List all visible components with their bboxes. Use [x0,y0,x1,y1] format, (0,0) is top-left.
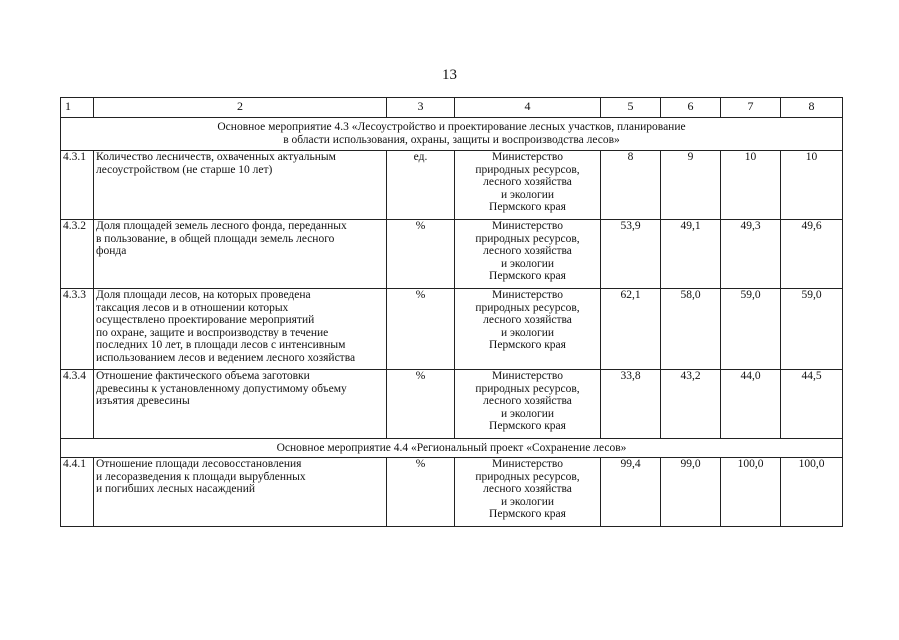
responsible-text: Министерство природных ресурсов, лесного хозяйства и экологии Пермского края [475,370,580,432]
indicator-name-text: Доля площадей земель лесного фонда, переданных в пользование, в общей площади земель лесного фонда [96,220,347,257]
section-heading-4-4: Основное мероприятие 4.4 «Региональный проект «Сохранение лесов» [61,439,843,458]
indicator-name-text: Отношение фактического объема заготовки древесины к установленному допустимому объему изъятия древесины [96,370,347,407]
responsible-cell [455,370,601,439]
responsible-text: Министерство природных ресурсов, лесного хозяйства и экологии Пермского края [475,220,580,282]
table-row [61,370,843,439]
value-col-6: 99,0 [661,458,721,527]
value-col-6: 58,0 [661,289,721,370]
value-col-8: 49,6 [781,220,843,289]
value-col-6: 43,2 [661,370,721,439]
indicator-name-text: Отношение площади лесовосстановления и лесоразведения к площади вырубленных и погибших лесных насаждений [96,458,306,495]
indicator-name-text: Количество лесничеств, охваченных актуальным лесоустройством (не старше 10 лет) [96,151,336,176]
column-header-4: 4 [455,98,601,118]
column-header-1: 1 [61,98,94,118]
value-col-8: 59,0 [781,289,843,370]
row-number: 4.4.1 [61,458,94,527]
value-col-7: 44,0 [721,370,781,439]
section-heading-4-3-text: Основное мероприятие 4.3 «Лесоустройство и проектирование лесных участков, планирование в области использования, охраны, защиты и воспроизводства лесов» [217,121,686,146]
value-col-7: 59,0 [721,289,781,370]
column-header-6: 6 [661,98,721,118]
table-row [61,289,843,370]
table-row [61,151,843,220]
row-number: 4.3.1 [61,151,94,220]
page-number: 13 [442,67,457,83]
table-row [61,220,843,289]
unit-cell: % [387,220,455,289]
column-number-row [61,98,843,118]
indicators-table [60,97,843,527]
value-col-5: 62,1 [601,289,661,370]
value-col-7: 100,0 [721,458,781,527]
value-col-7: 49,3 [721,220,781,289]
responsible-cell [455,151,601,220]
responsible-cell [455,220,601,289]
section-heading-row [61,439,843,458]
responsible-text: Министерство природных ресурсов, лесного хозяйства и экологии Пермского края [475,151,580,213]
indicator-name [94,151,387,220]
responsible-text: Министерство природных ресурсов, лесного хозяйства и экологии Пермского края [475,289,580,351]
value-col-8: 44,5 [781,370,843,439]
indicator-name-text: Доля площади лесов, на которых проведена таксация лесов и в отношении которых осуществлено проектирование мероприятий по охране, защите и воспроизводству в течение последних 10 лет, в площади лесов с интенсивным использованием лесов и ведением лесного хозяйства [96,289,356,364]
responsible-cell [455,289,601,370]
unit-cell: % [387,370,455,439]
section-heading-4-3 [61,118,843,151]
responsible-text: Министерство природных ресурсов, лесного хозяйства и экологии Пермского края [475,458,580,520]
indicator-name [94,289,387,370]
value-col-6: 49,1 [661,220,721,289]
indicator-name [94,220,387,289]
column-header-7: 7 [721,98,781,118]
table-row [61,458,843,527]
value-col-6: 9 [661,151,721,220]
column-header-3: 3 [387,98,455,118]
value-col-5: 99,4 [601,458,661,527]
column-header-5: 5 [601,98,661,118]
value-col-5: 8 [601,151,661,220]
unit-cell: % [387,289,455,370]
section-heading-row [61,118,843,151]
responsible-cell [455,458,601,527]
row-number: 4.3.4 [61,370,94,439]
indicator-name [94,370,387,439]
unit-cell: ед. [387,151,455,220]
value-col-7: 10 [721,151,781,220]
value-col-5: 33,8 [601,370,661,439]
value-col-8: 100,0 [781,458,843,527]
row-number: 4.3.2 [61,220,94,289]
row-number: 4.3.3 [61,289,94,370]
column-header-2: 2 [94,98,387,118]
value-col-5: 53,9 [601,220,661,289]
column-header-8: 8 [781,98,843,118]
value-col-8: 10 [781,151,843,220]
unit-cell: % [387,458,455,527]
indicator-name [94,458,387,527]
